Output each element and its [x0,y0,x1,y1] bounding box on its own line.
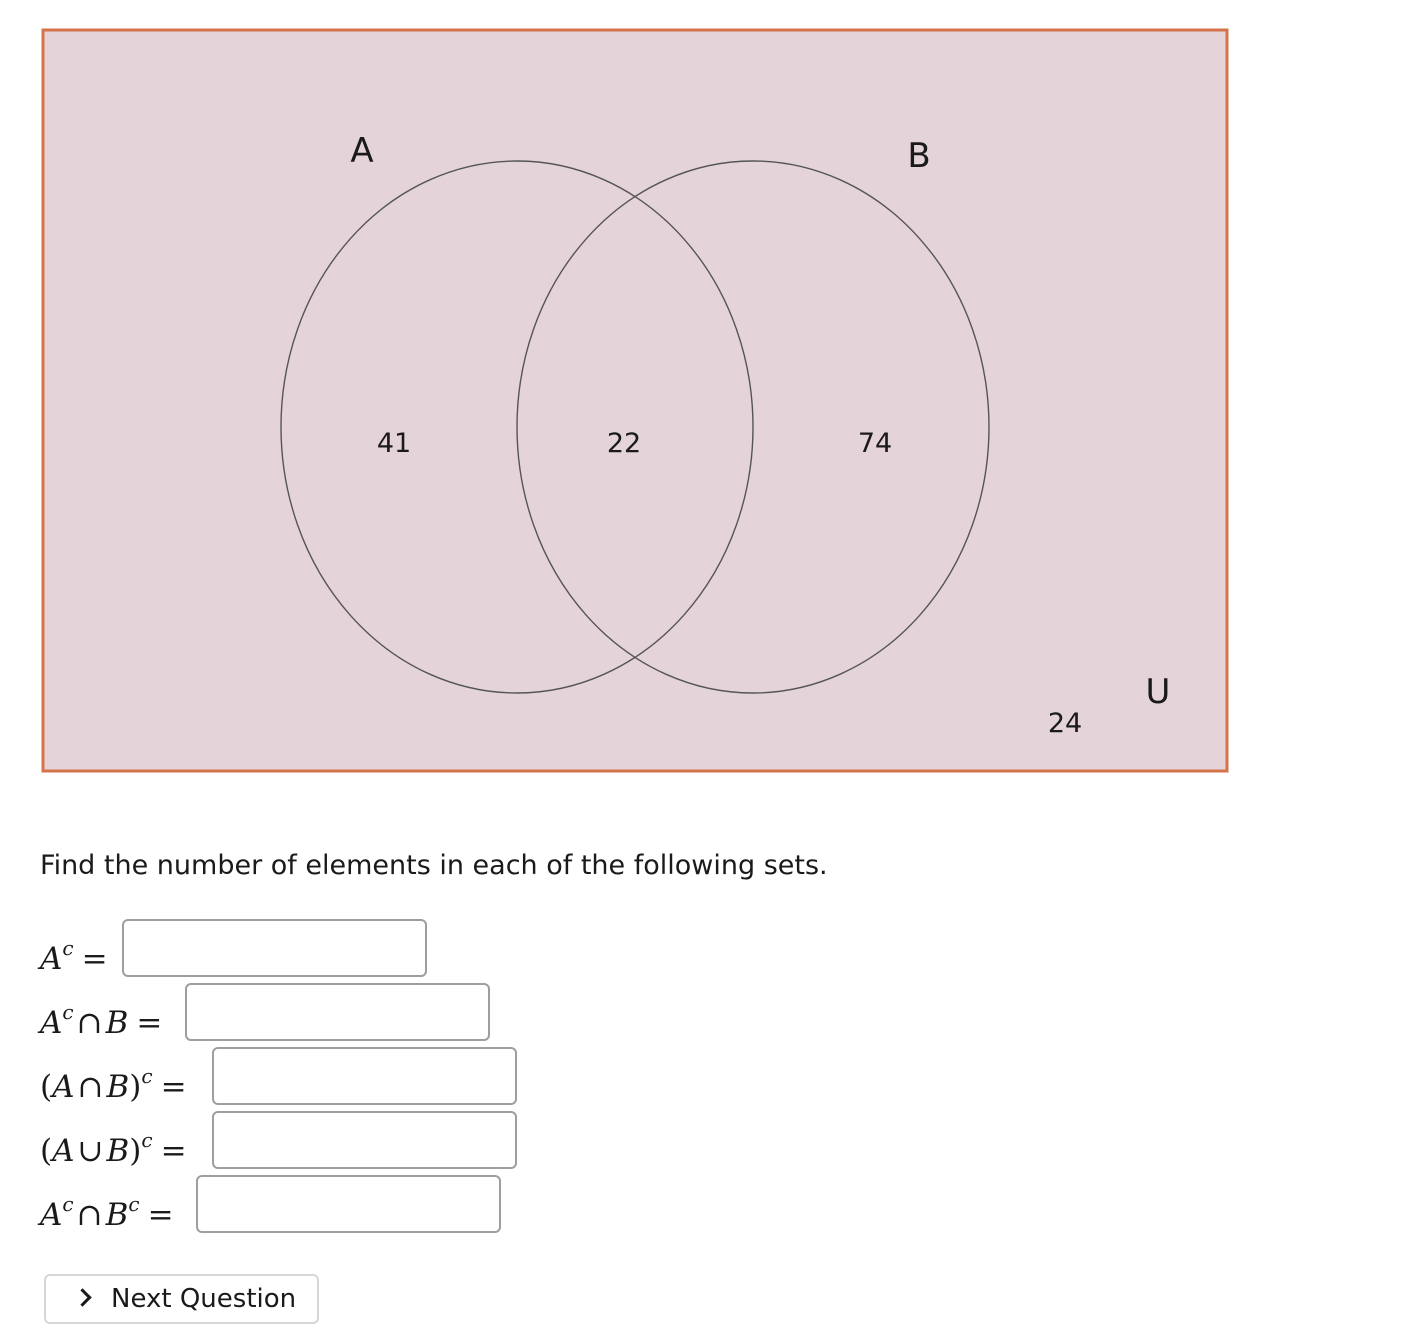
math-a-complement: $A^c$ = [40,936,108,977]
math-a-union-b-complement: (A∪B)$^c$ = [40,1128,187,1169]
venn-diagram [40,27,1232,777]
question-prompt: Find the number of elements in each of the following sets. [40,850,828,881]
math-a-intersect-b-complement: (A∩B)$^c$ = [40,1064,187,1105]
a-union-b-complement-input[interactable] [212,1111,517,1169]
a-complement-intersect-b-complement-input[interactable] [196,1175,501,1233]
chevron-right-icon [73,1288,91,1306]
universe-rectangle [43,30,1227,771]
neither-count: 24 [1047,708,1083,739]
a-intersect-b-complement-input[interactable] [212,1047,517,1105]
next-question-button[interactable] [44,1274,319,1324]
a-complement-input[interactable] [122,919,427,977]
only-a-count: 41 [376,428,412,459]
math-a-complement-intersect-b-complement: $A^c\cap B^c$ = [40,1192,174,1233]
set-b-label: B [907,136,931,176]
set-a-label: A [350,131,374,171]
universe-label: U [1145,672,1171,712]
math-a-complement-intersect-b: $A^c\cap B$ = [40,1000,163,1041]
intersection-count: 22 [606,428,642,459]
next-question-label: Next Question [111,1284,297,1314]
a-complement-intersect-b-input[interactable] [185,983,490,1041]
only-b-count: 74 [857,428,893,459]
